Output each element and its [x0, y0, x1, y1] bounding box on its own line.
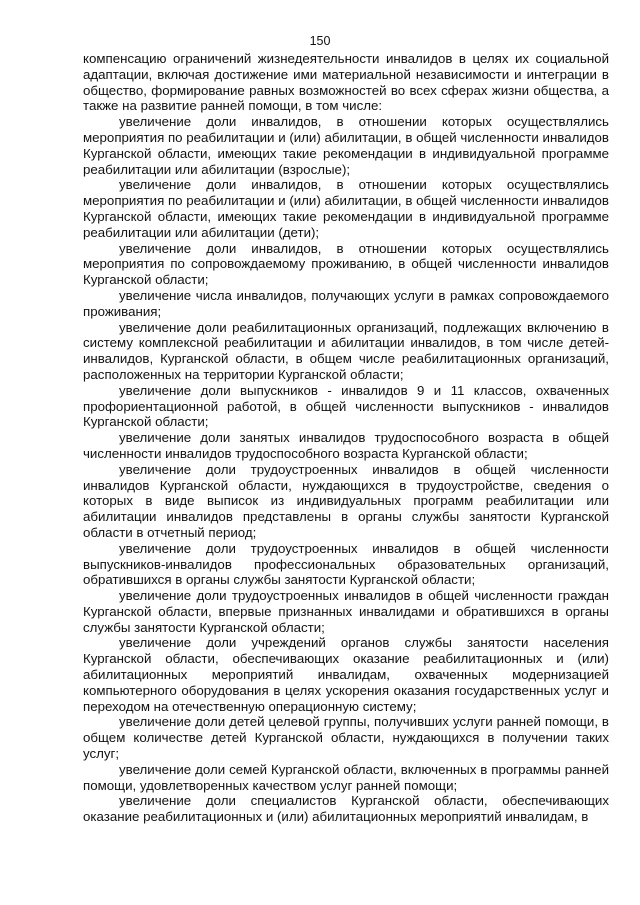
list-item-children-rehab: увеличение доли инвалидов, в отношении которых осуществлялись мероприятия по реабилитации и (или) абилитации, в общей численности инвалидов Курганской области, имеющих такие рекомендации в индивидуальной программе реабилитации или абилитации (дети); [83, 177, 609, 240]
list-item-graduates-career-guidance: увеличение доли выпускников - инвалидов 9 и 11 классов, охваченных профориентационной работой, в общей численности выпускников - инвалидов Курганской области; [83, 382, 609, 430]
list-item-employment-service-modernization: увеличение доли учреждений органов службы занятости населения Курганской области, обеспечивающих оказание реабилитационных и (или) абилитационных мероприятий инвалидам, охваченных модернизацией компьютерного оборудования в целях ускорения оказания государственных услуг и переходом на отечественную операционную систему; [83, 635, 609, 714]
list-item-adults-rehab: увеличение доли инвалидов, в отношении которых осуществлялись мероприятия по реабилитации и (или) абилитации, в общей численности инвалидов Курганской области, имеющих такие рекомендации в индивидуальной программе реабилитации или абилитации (взрослые); [83, 114, 609, 177]
list-item-early-help-children: увеличение доли детей целевой группы, получивших услуги ранней помощи, в общем количестве детей Курганской области, нуждающихся в получении таких услуг; [83, 714, 609, 762]
list-item-employed-need-job: увеличение доли трудоустроенных инвалидов в общей численности инвалидов Курганской области, нуждающихся в трудоустройстве, сведения о которых в виде выписок из индивидуальных программ реабилитации или абилитации инвалидов представлены в органы службы занятости Курганской области в отчетный период; [83, 461, 609, 540]
list-item-employed-graduates: увеличение доли трудоустроенных инвалидов в общей численности выпускников-инвалидов профессиональных образовательных организаций, обратившихся в органы службы занятости Курганской области; [83, 540, 609, 588]
paragraph-intro: компенсацию ограничений жизнедеятельности инвалидов в целях их социальной адаптации, включая достижение ими материальной независимости и интеграции в общество, формирование равных возможностей во всех сферах жизни общества, а также на развитие ранней помощи, в том числе: [83, 51, 609, 114]
list-item-rehab-organizations: увеличение доли реабилитационных организаций, подлежащих включению в систему комплексной реабилитации и абилитации инвалидов, в том числе детей-инвалидов, Курганской области, в общем числе реабилитационных организаций, расположенных на территории Курганской области; [83, 319, 609, 382]
list-item-employed-newly-recognized: увеличение доли трудоустроенных инвалидов в общей численности граждан Курганской области, впервые признанных инвалидами и обратившихся в органы службы занятости Курганской области; [83, 588, 609, 635]
document-body [83, 51, 609, 825]
list-item-specialists: увеличение доли специалистов Курганской области, обеспечивающих оказание реабилитационных и (или) абилитационных мероприятий инвалидам, в [83, 793, 609, 825]
list-item-supported-living-count: увеличение числа инвалидов, получающих услуги в рамках сопровождаемого проживания; [83, 287, 609, 319]
list-item-supported-living-share: увеличение доли инвалидов, в отношении которых осуществлялись мероприятия по сопровождаемому проживанию, в общей численности инвалидов Курганской области; [83, 240, 609, 288]
list-item-early-help-families: увеличение доли семей Курганской области, включенных в программы ранней помощи, удовлетворенных качеством услуг ранней помощи; [83, 761, 609, 793]
list-item-employed-working-age: увеличение доли занятых инвалидов трудоспособного возраста в общей численности инвалидов трудоспособного возраста Курганской области; [83, 430, 609, 461]
page-number: 150 [309, 34, 331, 48]
